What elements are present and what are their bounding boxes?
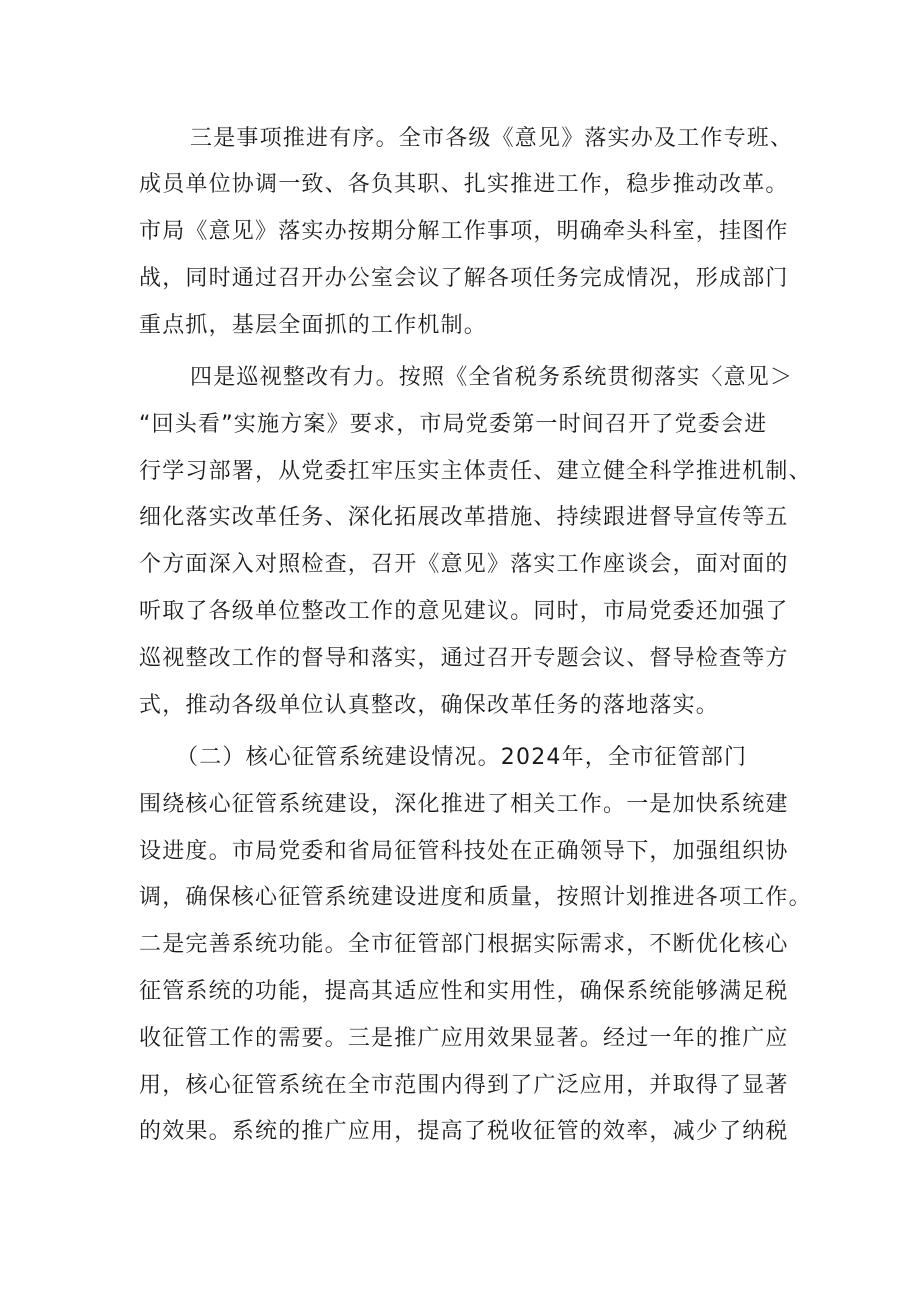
paragraph-4-line: 巡视整改工作的督导和落实，通过召开专题会议、督导检查等方: [139, 646, 789, 671]
paragraph-3-line: 成员单位协调一致、各负其职、扎实推进工作，稳步推动改革。: [139, 172, 789, 197]
paragraph-4-line: 式，推动各级单位认真整改，确保改革任务的落地落实。: [139, 693, 720, 718]
section-2-line: 二是完善系统功能。全市征管部门根据实际需求，不断优化核心: [139, 932, 789, 957]
paragraph-4-line: 细化落实改革任务、深化拓展改革措施、持续跟进督导宣传等五: [139, 505, 789, 530]
section-2-line: 设进度。市局党委和省局征管科技处在正确领导下，加强组织协: [139, 839, 789, 864]
section-2-line: 收征管工作的需要。三是推广应用效果显著。经过一年的推广应: [139, 1026, 789, 1051]
paragraph-4-line: 个方面深入对照检查，召开《意见》落实工作座谈会，面对面的: [139, 552, 789, 577]
paragraph-3-line: 重点抓，基层全面抓的工作机制。: [139, 313, 488, 338]
paragraph-4-line: 听取了各级单位整改工作的意见建议。同时，市局党委还加强了: [139, 599, 789, 624]
paragraph-3-line: 市局《意见》落实办按期分解工作事项，明确牵头科室，挂图作: [139, 219, 789, 244]
paragraph-4-line: 四是巡视整改有力。按照《全省税务系统贯彻落实〈意见＞: [190, 365, 794, 390]
paragraph-4-line: “回头看”实施方案》要求，市局党委第一时间召开了党委会进: [139, 412, 768, 437]
section-2-line: 征管系统的功能，提高其适应性和实用性，确保系统能够满足税: [139, 979, 789, 1004]
section-2-line: 围绕核心征管系统建设，深化推进了相关工作。一是加快系统建: [139, 792, 789, 817]
section-2-line: 调，确保核心征管系统建设进度和质量，按照计划推进各项工作。: [139, 885, 812, 910]
section-2-heading-line: （二）核心征管系统建设情况。2024年，全市征管部门: [176, 745, 748, 770]
section-2-line: 用，核心征管系统在全市范围内得到了广泛应用，并取得了显著: [139, 1073, 789, 1098]
paragraph-3-line: 战，同时通过召开办公室会议了解各项任务完成情况，形成部门: [139, 266, 789, 291]
paragraph-4-line: 行学习部署，从党委扛牢压实主体责任、建立健全科学推进机制、: [139, 459, 812, 484]
section-2-line: 的效果。系统的推广应用，提高了税收征管的效率，减少了纳税: [139, 1119, 789, 1144]
paragraph-3-line: 三是事项推进有序。全市各级《意见》落实办及工作专班、: [190, 126, 794, 151]
